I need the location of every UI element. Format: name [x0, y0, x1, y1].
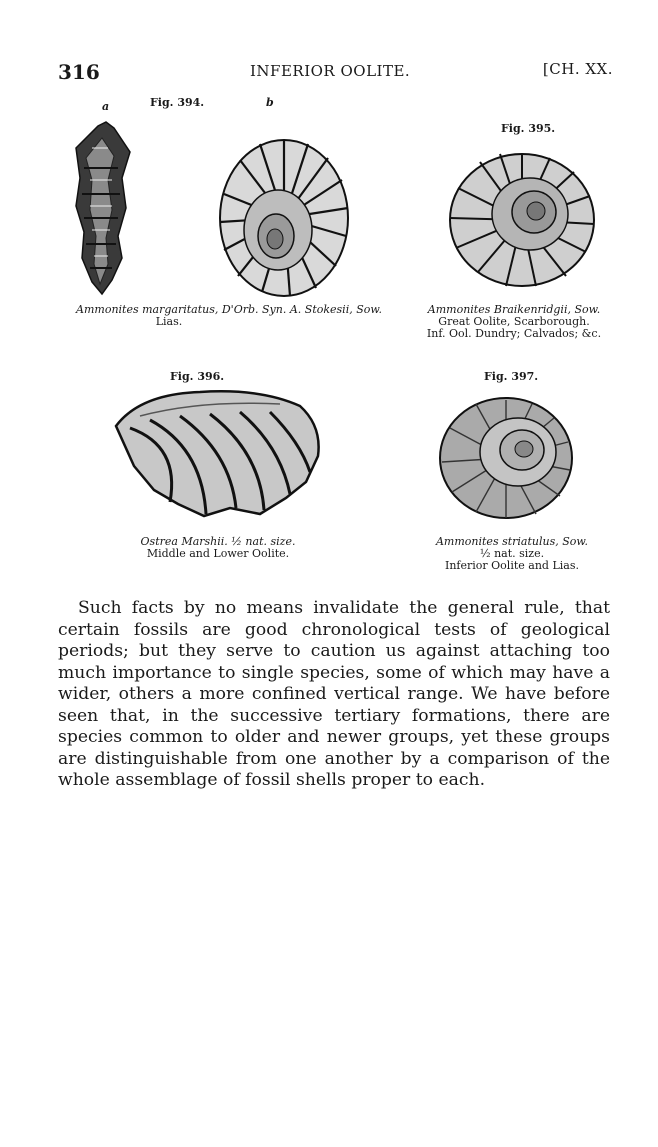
running-title: INFERIOR OOLITE.	[250, 62, 411, 80]
body-text: Such facts by no means invalidate the general rule, that certain fossils are good chronological tests of geological periods; but they serve to caution us against attaching too much importance to single species, some of which may have a wider, others a more confined vertical range. We have before seen that, in the successive tertiary formations, there are species common to older and newer groups, yet these groups are distinguishable from one another by a comparison of the whole assemblage of fossil shells proper to each.	[58, 598, 610, 790]
fig397-caption-line2: ½ nat. size.	[479, 547, 545, 560]
fig394a-ammonite-side-illustration	[62, 118, 140, 298]
fig394b-ammonite-coil-illustration	[212, 118, 352, 300]
fig397-label: Fig. 397.	[484, 370, 539, 383]
fig397-ammonite-illustration	[436, 392, 576, 522]
fig396-caption-line2: Middle and Lower Oolite.	[146, 547, 290, 560]
fig395-ammonite-illustration	[446, 148, 596, 288]
chapter-marker: [CH. XX.	[542, 60, 613, 78]
fig397-caption-line3: Inferior Oolite and Lias.	[445, 559, 579, 572]
fig394-caption-line2: Lias.	[155, 315, 183, 328]
page-header	[58, 60, 613, 86]
fig395-caption-line3: Inf. Ool. Dundry; Calvados; &c.	[426, 327, 602, 340]
page-number: 316	[58, 60, 100, 84]
fig394-part-b-label: b	[266, 96, 274, 109]
fig395-caption-line2: Great Oolite, Scarborough.	[438, 315, 590, 328]
fig395-caption-line1: Ammonites Braikenridgii, Sow.	[427, 303, 601, 316]
fig396-caption-line1: Ostrea Marshii. ½ nat. size.	[140, 535, 296, 548]
fig395-caption	[414, 304, 614, 340]
fig394-label: Fig. 394.	[150, 96, 205, 109]
fig394-caption-line1: Ammonites margaritatus, D'Orb. Syn. A. Stokesii, Sow.	[76, 303, 382, 316]
body-paragraph	[58, 598, 610, 792]
fig397-caption	[412, 536, 612, 572]
fig397-caption-line1: Ammonites striatulus, Sow.	[435, 535, 588, 548]
fig394-caption	[54, 304, 404, 328]
fig396-caption	[110, 536, 326, 560]
fig396-oyster-illustration	[110, 386, 324, 520]
fig396-label: Fig. 396.	[170, 370, 225, 383]
fig394-part-a-label: a	[102, 100, 110, 113]
fig395-label: Fig. 395.	[501, 122, 556, 135]
